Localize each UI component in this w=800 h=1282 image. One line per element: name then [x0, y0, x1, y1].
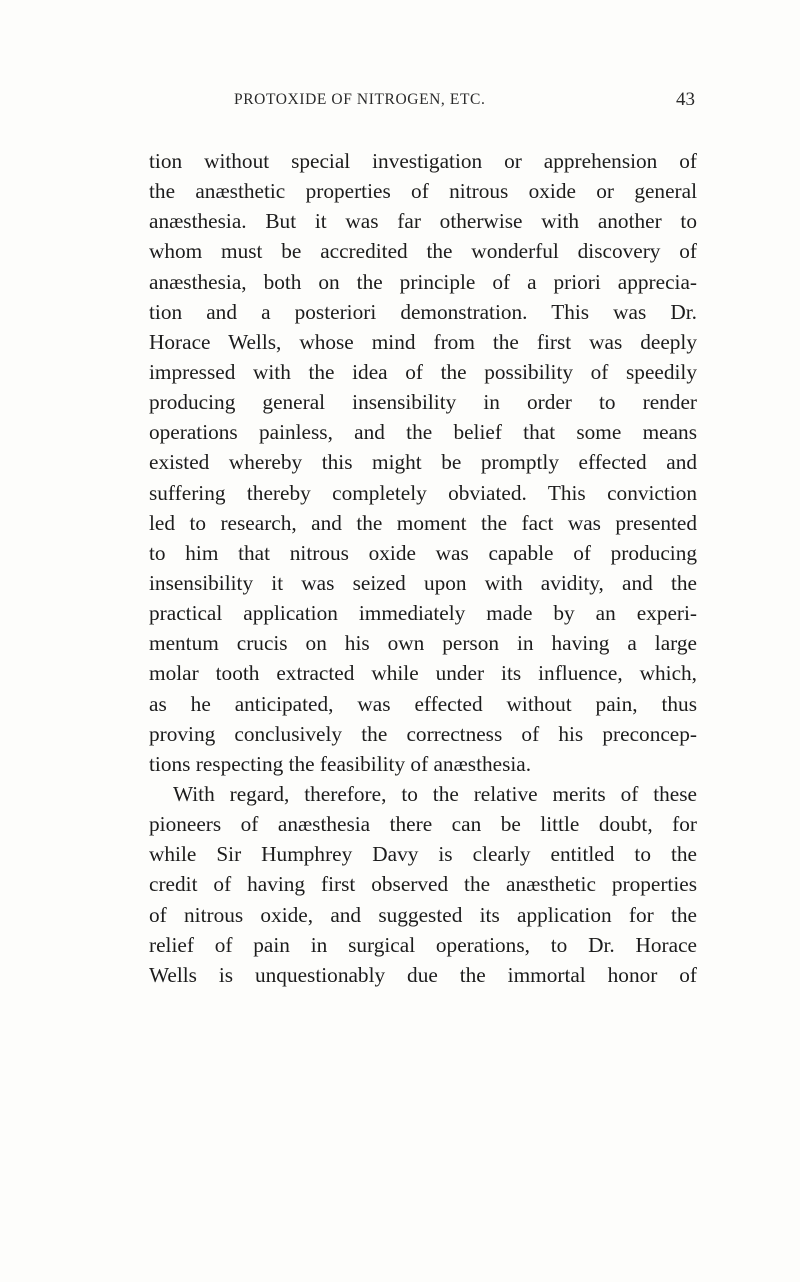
text-line: led to research, and the moment the fact was presented	[149, 510, 697, 535]
text-line: impressed with the idea of the possibility of speedily	[149, 359, 697, 384]
text-line: while Sir Humphrey Davy is clearly entitled to the	[149, 842, 697, 867]
text-line: anæsthesia, both on the principle of a priori apprecia-	[149, 269, 697, 294]
text-line: existed whereby this might be promptly effected and	[149, 450, 697, 475]
text-line: tion and a posteriori demonstration. This was Dr.	[149, 299, 697, 324]
text-line: whom must be accredited the wonderful discovery of	[149, 239, 697, 264]
text-line: producing general insensibility in order to render	[149, 390, 697, 415]
text-line: as he anticipated, was effected without pain, thus	[149, 691, 697, 716]
page-number: 43	[676, 89, 695, 110]
text-line: of nitrous oxide, and suggested its application for the	[149, 902, 697, 927]
text-line: tion without special investigation or apprehension of	[149, 149, 697, 173]
text-line: anæsthesia. But it was far otherwise with another to	[149, 209, 697, 234]
running-header	[150, 91, 695, 115]
text-line: molar tooth extracted while under its influence, which,	[149, 661, 697, 686]
text-line: relief of pain in surgical operations, to Dr. Horace	[149, 932, 697, 957]
text-line: Wells is unquestionably due the immortal honor of	[149, 962, 697, 987]
body-text	[149, 146, 697, 990]
running-title: PROTOXIDE OF NITROGEN, ETC.	[234, 91, 486, 108]
text-line: proving conclusively the correctness of his preconcep-	[149, 721, 697, 746]
text-line: mentum crucis on his own person in having a large	[149, 631, 697, 656]
text-line: insensibility it was seized upon with avidity, and the	[149, 570, 697, 595]
text-line: practical application immediately made by an experi-	[149, 601, 697, 626]
text-line: credit of having first observed the anæsthetic properties	[149, 872, 697, 897]
text-line: pioneers of anæsthesia there can be little doubt, for	[149, 812, 697, 837]
text-line: suffering thereby completely obviated. This conviction	[149, 480, 697, 505]
text-line: operations painless, and the belief that some means	[149, 420, 697, 445]
text-line: the anæsthetic properties of nitrous oxide or general	[149, 179, 697, 204]
paragraph-end-line: tions respecting the feasibility of anæsthesia.	[149, 751, 532, 776]
text-line: to him that nitrous oxide was capable of producing	[149, 540, 697, 565]
text-line: Horace Wells, whose mind from the first was deeply	[149, 329, 697, 354]
paragraph-start-line: With regard, therefore, to the relative merits of these	[173, 781, 697, 806]
